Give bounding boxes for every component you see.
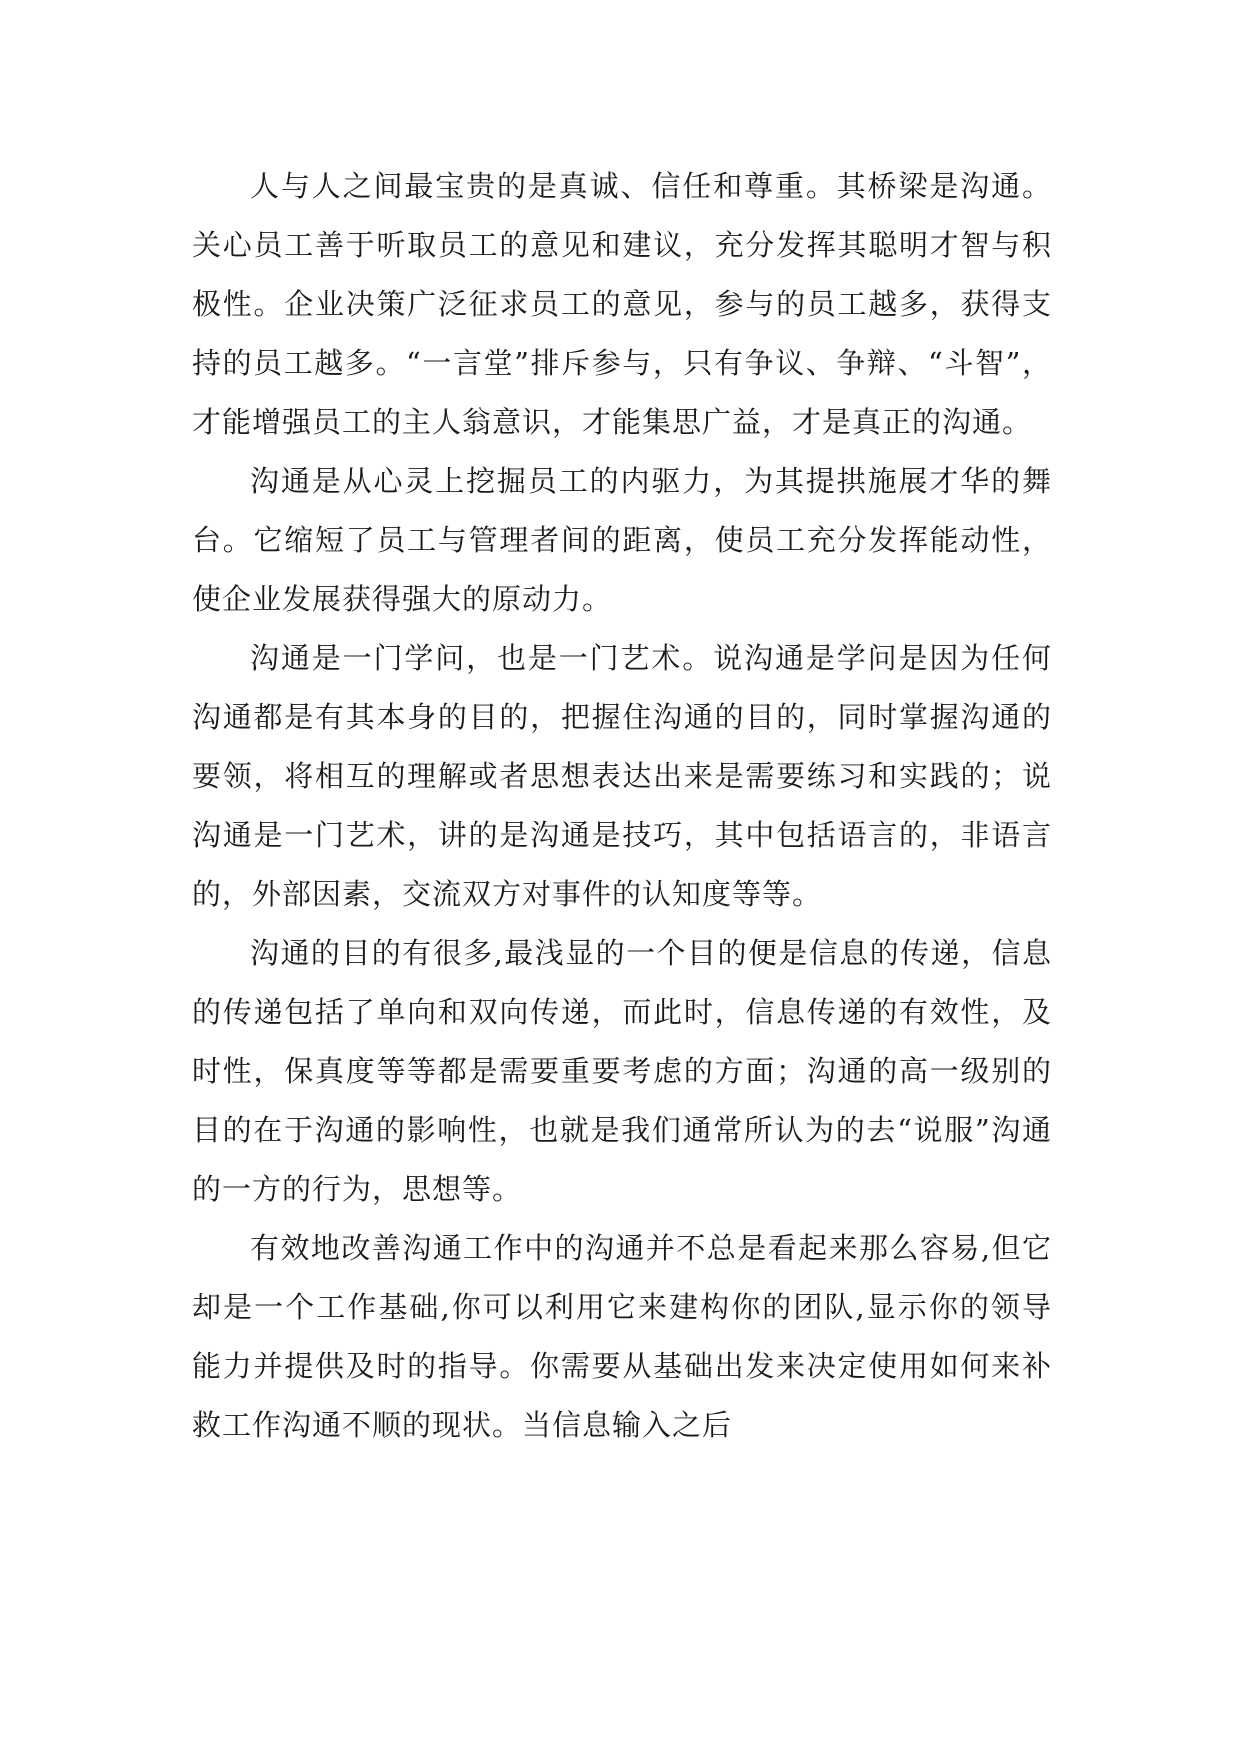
paragraph-1: 人与人之间最宝贵的是真诚、信任和尊重。其桥梁是沟通。关心员工善于听取员工的意见和建议，充分发挥其聪明才智与积极性。企业决策广泛征求员工的意见，参与的员工越多，获得支持的员工越多。“一言堂”排斥参与，只有争议、争辩、“斗智”，才能增强员工的主人翁意识，才能集思广益，才是真正的沟通。 — [192, 169, 1052, 439]
paragraph-3: 沟通是一门学问，也是一门艺术。说沟通是学问是因为任何沟通都是有其本身的目的，把握住沟通的目的，同时掌握沟通的要领，将相互的理解或者思想表达出来是需要练习和实践的；说沟通是一门艺术，讲的是沟通是技巧，其中包括语言的，非语言的，外部因素，交流双方对事件的认知度等等。 — [192, 641, 1052, 911]
document-body — [192, 157, 1052, 1455]
paragraph-2: 沟通是从心灵上挖掘员工的内驱力，为其提拱施展才华的舞台。它缩短了员工与管理者间的距离，使员工充分发挥能动性，使企业发展获得强大的原动力。 — [192, 464, 1052, 616]
paragraph-4: 沟通的目的有很多,最浅显的一个目的便是信息的传递，信息的传递包括了单向和双向传递，而此时，信息传递的有效性，及时性，保真度等等都是需要重要考虑的方面；沟通的高一级别的目的在于沟通的影响性，也就是我们通常所认为的去“说服”沟通的一方的行为，思想等。 — [192, 936, 1052, 1206]
paragraph-5: 有效地改善沟通工作中的沟通并不总是看起来那么容易,但它却是一个工作基础,你可以利用它来建构你的团队,显示你的领导能力并提供及时的指导。你需要从基础出发来决定使用如何来补救工作沟通不顺的现状。当信息输入之后 — [192, 1231, 1052, 1442]
